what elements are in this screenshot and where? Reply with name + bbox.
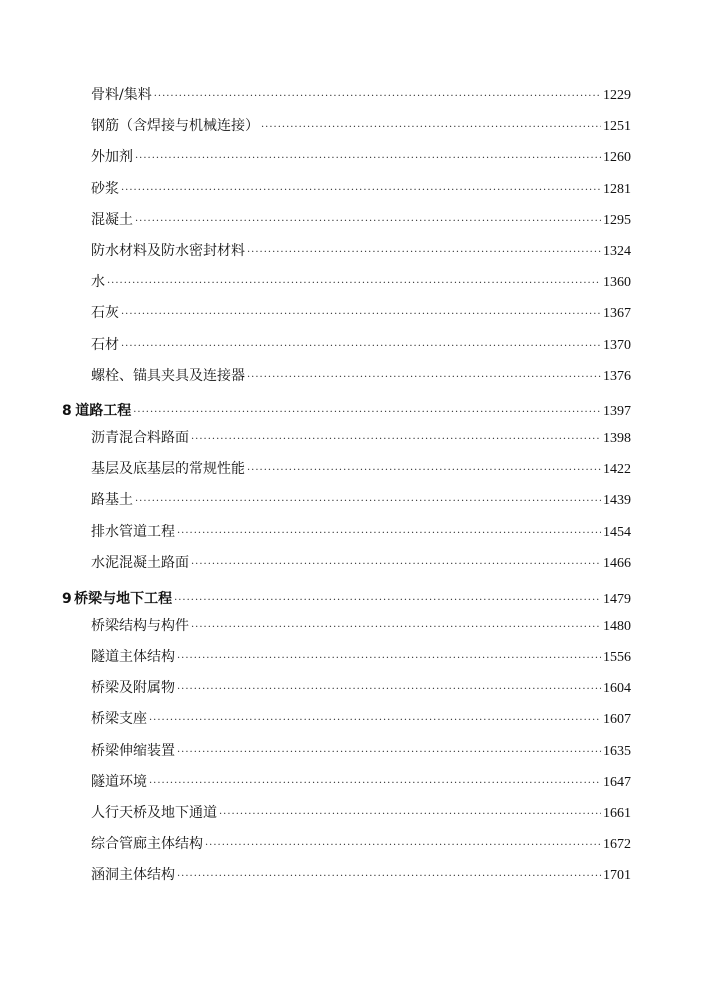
toc-entry[interactable]	[91, 742, 631, 761]
dot-leader	[121, 338, 601, 356]
toc-entry-page: 1647	[603, 775, 631, 790]
toc-entry[interactable]	[91, 336, 631, 355]
toc-entry-page: 1604	[603, 681, 631, 696]
dot-leader	[133, 404, 601, 422]
toc-entry-title: 防水材料及防水密封材料	[91, 243, 245, 259]
toc-entry-page: 1422	[603, 462, 631, 477]
dot-leader	[247, 462, 601, 480]
toc-entry[interactable]	[91, 273, 631, 292]
toc-entry-title: 混凝土	[91, 212, 133, 228]
toc-entry[interactable]	[91, 117, 631, 136]
toc-entry-title: 人行天桥及地下通道	[91, 805, 217, 821]
toc-entry-page: 1251	[603, 119, 631, 134]
toc-entry-title: 外加剂	[91, 149, 133, 165]
dot-leader	[177, 525, 601, 543]
chapter-number: 9	[62, 591, 72, 607]
toc-entry[interactable]	[91, 304, 631, 323]
toc-entry-title: 桥梁伸缩装置	[91, 743, 175, 759]
toc-entry-page: 1229	[603, 88, 631, 103]
dot-leader	[205, 837, 601, 855]
toc-entry-page: 1701	[603, 868, 631, 883]
toc-entry-page: 1479	[603, 592, 631, 607]
dot-leader	[149, 712, 601, 730]
dot-leader	[177, 868, 601, 886]
toc-entry-title: 路基土	[91, 492, 133, 508]
toc-entry-title: 石材	[91, 337, 119, 353]
toc-entry-page: 1260	[603, 150, 631, 165]
toc-entry-title: 综合管廊主体结构	[91, 836, 203, 852]
toc-entry[interactable]	[91, 180, 631, 199]
dot-leader	[219, 806, 601, 824]
toc-entry-page: 1661	[603, 806, 631, 821]
dot-leader	[177, 681, 601, 699]
toc-entry-title: 桥梁结构与构件	[91, 618, 189, 634]
dot-leader	[177, 650, 601, 668]
toc-entry[interactable]	[91, 804, 631, 823]
toc-entry-title: 隧道环境	[91, 774, 147, 790]
toc-entry-title: 砂浆	[91, 181, 119, 197]
toc-entry-title: 排水管道工程	[91, 524, 175, 540]
dot-leader	[191, 556, 601, 574]
dot-leader	[261, 119, 601, 137]
toc-entry-page: 1295	[603, 213, 631, 228]
toc-chapter[interactable]	[62, 402, 631, 421]
chapter-title: 桥梁与地下工程	[74, 591, 173, 607]
toc-entry-title: 钢筋（含焊接与机械连接）	[91, 118, 259, 134]
toc-entry[interactable]	[91, 679, 631, 698]
toc-entry-title: 水	[91, 274, 105, 290]
toc-entry[interactable]	[91, 148, 631, 167]
toc-entry-title: 桥梁支座	[91, 711, 147, 727]
toc-entry[interactable]	[91, 617, 631, 636]
toc-entry[interactable]	[91, 429, 631, 448]
dot-leader	[121, 182, 601, 200]
toc-entry-page: 1360	[603, 275, 631, 290]
toc-entry-page: 1480	[603, 619, 631, 634]
toc-entry-page: 1466	[603, 556, 631, 571]
toc-entry-page: 1454	[603, 525, 631, 540]
dot-leader	[107, 275, 601, 293]
toc-entry-page: 1370	[603, 338, 631, 353]
dot-leader	[135, 493, 601, 511]
toc-entry-title: 基层及底基层的常规性能	[91, 461, 245, 477]
dot-leader	[247, 369, 601, 387]
toc-entry-page: 1376	[603, 369, 631, 384]
chapter-number: 8	[62, 403, 72, 419]
toc-entry[interactable]	[91, 367, 631, 386]
dot-leader	[154, 88, 601, 106]
toc-entry-title: 骨料/集料	[91, 87, 152, 103]
toc-entry[interactable]	[91, 835, 631, 854]
toc-entry-page: 1367	[603, 306, 631, 321]
toc-entry-page: 1398	[603, 431, 631, 446]
dot-leader	[135, 213, 601, 231]
toc-entry-title: 螺栓、锚具夹具及连接器	[91, 368, 245, 384]
toc-entry-page: 1281	[603, 182, 631, 197]
toc-entry-title: 水泥混凝土路面	[91, 555, 189, 571]
toc-entry-page: 1672	[603, 837, 631, 852]
toc-entry[interactable]	[91, 86, 631, 105]
toc-entry[interactable]	[91, 554, 631, 573]
toc-entry-page: 1635	[603, 744, 631, 759]
toc-entry-title: 石灰	[91, 305, 119, 321]
dot-leader	[177, 744, 601, 762]
toc-entry[interactable]	[91, 242, 631, 261]
toc-entry[interactable]	[91, 866, 631, 885]
toc-entry[interactable]	[91, 523, 631, 542]
toc-entry[interactable]	[91, 648, 631, 667]
toc-entry[interactable]	[91, 211, 631, 230]
toc-entry-title: 沥青混合料路面	[91, 430, 189, 446]
toc-entry[interactable]	[91, 460, 631, 479]
dot-leader	[121, 306, 601, 324]
toc-entry-page: 1439	[603, 493, 631, 508]
toc-entry-title: 涵洞主体结构	[91, 867, 175, 883]
toc-entry-page: 1607	[603, 712, 631, 727]
toc-chapter[interactable]	[62, 590, 631, 609]
toc-entry[interactable]	[91, 773, 631, 792]
dot-leader	[191, 619, 601, 637]
toc-entry-title: 隧道主体结构	[91, 649, 175, 665]
toc-entry-page: 1324	[603, 244, 631, 259]
toc-entry[interactable]	[91, 710, 631, 729]
chapter-title: 道路工程	[75, 403, 132, 419]
dot-leader	[149, 775, 601, 793]
dot-leader	[135, 150, 601, 168]
dot-leader	[174, 592, 601, 610]
dot-leader	[247, 244, 601, 262]
toc-entry[interactable]	[91, 491, 631, 510]
toc-entry-page: 1397	[603, 404, 631, 419]
dot-leader	[191, 431, 601, 449]
toc-entry-title: 桥梁及附属物	[91, 680, 175, 696]
toc-entry-page: 1556	[603, 650, 631, 665]
